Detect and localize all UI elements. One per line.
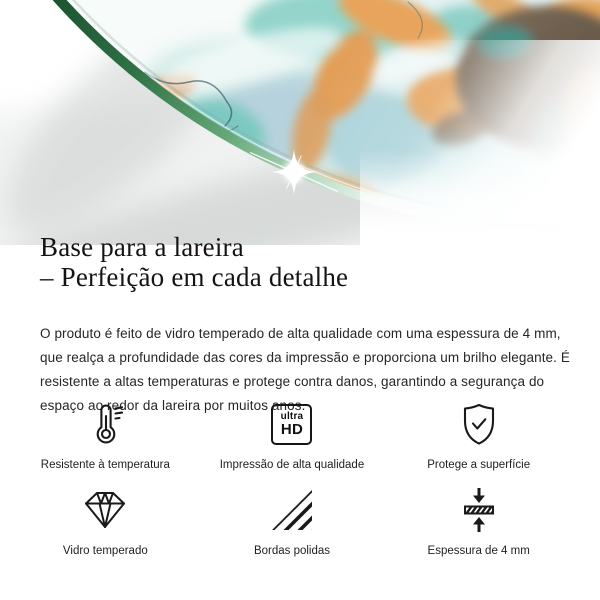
page-title (40, 232, 348, 292)
fade-overlay (360, 150, 600, 245)
feature-surface-protection (385, 398, 572, 472)
diamond-icon (82, 488, 128, 532)
shield-check-icon (457, 400, 501, 448)
marble-glass-illustration (0, 0, 600, 245)
feature-temperature (12, 398, 199, 472)
feature-thickness (385, 484, 572, 558)
feature-label: Bordas polidas (253, 545, 331, 557)
feature-label: Espessura de 4 mm (427, 545, 530, 557)
product-description: O produto é feito de vidro temperado de alta qualidade com uma espessura de 4 mm, que realça a profundidade das cores da impressão e proporciona um brilho elegante. É resistente a altas temperaturas e protege contra danos, garantindo a segurança do espaço ao redor da lareira por muitos anos. (40, 325, 570, 413)
thickness-icon (458, 487, 500, 533)
ultra-hd-icon: ultra HD (271, 404, 312, 445)
feature-tempered-glass (12, 484, 199, 558)
feature-polished-edges (199, 484, 386, 558)
page-title-line2: – Perfeição em cada detalhe (40, 262, 349, 292)
feature-label: Vidro temperado (62, 545, 148, 557)
thermometer-icon (81, 400, 129, 448)
feature-label: Protege a superfície (427, 459, 531, 471)
feature-label: Impressão de alta qualidade (219, 459, 365, 471)
feature-print-quality (199, 398, 386, 472)
polished-edges-icon (270, 488, 314, 532)
product-photo-round-glass-panel (0, 0, 600, 245)
feature-label: Resistente à temperatura (40, 459, 170, 471)
features-grid (12, 398, 572, 558)
page-title-line1: Base para a lareira (40, 232, 244, 262)
